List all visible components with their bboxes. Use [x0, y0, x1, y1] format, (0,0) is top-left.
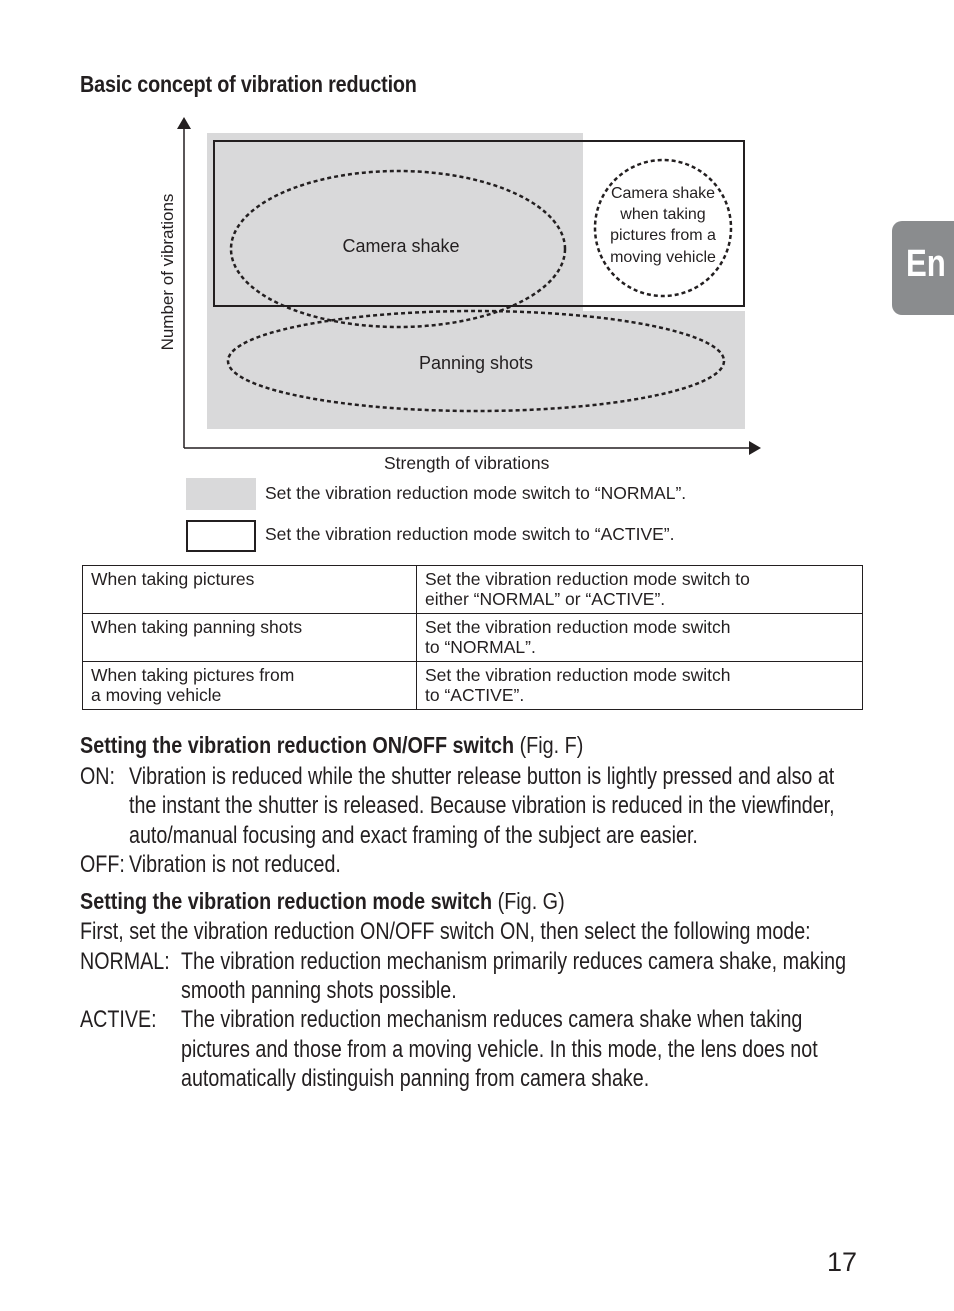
panning-label: Panning shots [418, 353, 534, 373]
on-line-2: the instant the shutter is released. Because vibration is reduced in the viewfinder, [129, 792, 835, 819]
table-cell: When taking panning shots [83, 614, 417, 662]
table-cell: When taking pictures [83, 566, 417, 614]
moving-vehicle-label-3: pictures from a [610, 227, 716, 244]
normal-line-2: smooth panning shots possible. [181, 977, 457, 1004]
page-number: 17 [827, 1247, 858, 1277]
language-tab [892, 221, 954, 315]
mode-table [82, 565, 863, 710]
section-heading: Basic concept of vibration reduction [80, 71, 417, 97]
legend-normal-swatch [186, 478, 256, 510]
table-cell: When taking pictures from a moving vehicle [83, 662, 417, 710]
active-label: ACTIVE: [80, 1006, 157, 1033]
camera-shake-label: Camera shake [342, 236, 460, 256]
table-cell: Set the vibration reduction mode switch to “ACTIVE”. [417, 662, 863, 710]
off-label: OFF: [80, 851, 125, 878]
active-line-2: pictures and those from a moving vehicle. In this mode, the lens does not [181, 1036, 818, 1063]
table-row [83, 566, 863, 614]
off-text: Vibration is not reduced. [129, 851, 341, 878]
legend-active-swatch [186, 520, 256, 552]
legend-normal-text: Set the vibration reduction mode switch to “NORMAL”. [265, 483, 687, 503]
language-tab-label: En [906, 243, 946, 285]
on-line-3: auto/manual focusing and exact framing of the subject are easier. [129, 822, 698, 849]
table-row [83, 662, 863, 710]
legend-active-text: Set the vibration reduction mode switch to “ACTIVE”. [265, 524, 675, 544]
x-axis-label: Strength of vibrations [384, 453, 550, 473]
table-row [83, 614, 863, 662]
normal-line-1: The vibration reduction mechanism primarily reduces camera shake, making [181, 948, 847, 975]
active-line-1: The vibration reduction mechanism reduces camera shake when taking [181, 1006, 803, 1033]
moving-vehicle-label-4: moving vehicle [610, 249, 716, 266]
table-cell: Set the vibration reduction mode switch to “NORMAL”. [417, 614, 863, 662]
mode-intro: First, set the vibration reduction ON/OFF switch ON, then select the following mode: [80, 918, 811, 945]
mode-heading: Setting the vibration reduction mode switch (Fig. G) [80, 888, 565, 914]
active-line-3: automatically distinguish panning from camera shake. [181, 1065, 650, 1092]
normal-label: NORMAL: [80, 948, 170, 975]
moving-vehicle-label-2: when taking [620, 206, 706, 223]
onoff-heading: Setting the vibration reduction ON/OFF switch (Fig. F) [80, 732, 584, 758]
y-axis-label: Number of vibrations [158, 193, 177, 351]
vibration-diagram [150, 115, 770, 460]
table-cell: Set the vibration reduction mode switch to either “NORMAL” or “ACTIVE”. [417, 566, 863, 614]
on-label: ON: [80, 763, 115, 790]
on-line-1: Vibration is reduced while the shutter release button is lightly pressed and also at [129, 763, 835, 790]
y-axis-arrow [177, 117, 191, 129]
x-axis-arrow [749, 441, 761, 455]
moving-vehicle-label-1: Camera shake [610, 185, 716, 202]
